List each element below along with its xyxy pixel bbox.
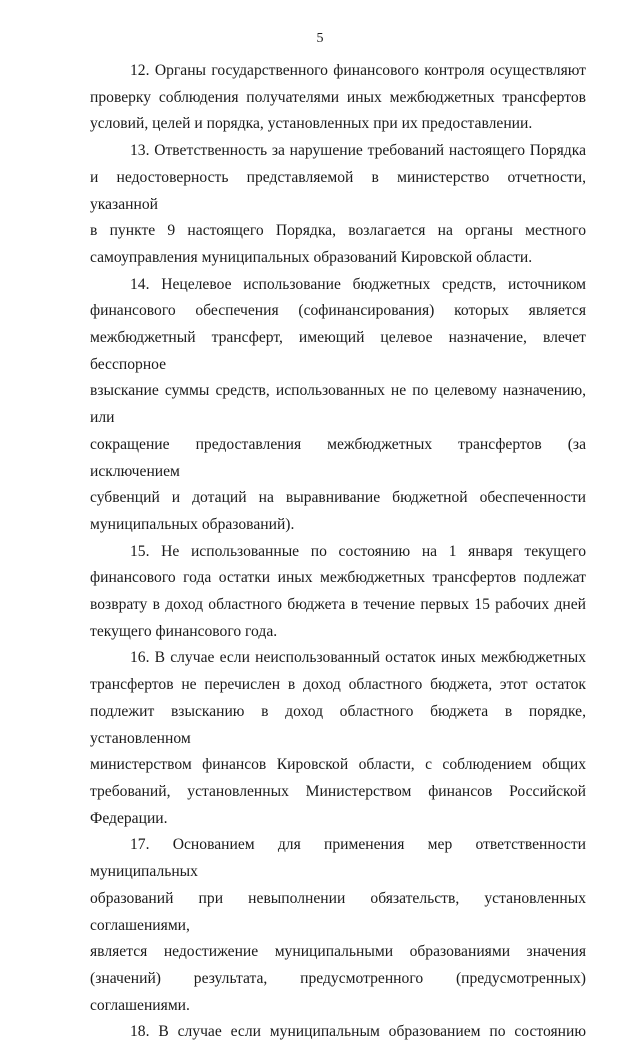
paragraph-line: взыскание суммы средств, использованных не по целевому назначению, или: [90, 382, 586, 427]
paragraph-line: (значений) результата, предусмотренного (предусмотренных) соглашениями.: [90, 969, 586, 1014]
paragraph-line: министерством финансов Кировской области, с соблюдением общих: [90, 756, 586, 774]
paragraph-line: 16. В случае если неиспользованный остаток иных межбюджетных: [130, 649, 586, 667]
paragraph-line: требований, установленных Министерством финансов Российской: [90, 782, 586, 800]
paragraph-17: [90, 832, 586, 1019]
paragraph-line: возврату в доход областного бюджета в течение первых 15 рабочих дней: [90, 596, 586, 614]
document-body: [90, 58, 586, 1046]
paragraph-18: [90, 1019, 586, 1046]
paragraph-line: сокращение предоставления межбюджетных трансфертов (за исключением: [90, 435, 586, 480]
paragraph-12: [90, 58, 586, 138]
paragraph-line: образований при невыполнении обязательств, установленных соглашениями,: [90, 889, 586, 934]
paragraph-line: самоуправления муниципальных образований Кировской области.: [90, 248, 533, 266]
paragraph-15: [90, 539, 586, 646]
paragraph-line: 18. В случае если муниципальным образованием по состоянию: [130, 1023, 586, 1041]
paragraph-line: текущего финансового года.: [90, 622, 278, 640]
paragraph-line: финансового обеспечения (софинансирования) которых является: [90, 302, 586, 320]
paragraph-line: проверку соблюдения получателями иных межбюджетных трансфертов: [90, 88, 586, 106]
paragraph-line: и недостоверность представляемой в министерство отчетности, указанной: [90, 168, 586, 213]
paragraph-14: [90, 272, 586, 539]
paragraph-line: подлежит взысканию в доход областного бюджета в порядке, установленном: [90, 702, 586, 747]
paragraph-line: трансфертов не перечислен в доход областного бюджета, этот остаток: [90, 676, 586, 694]
paragraph-line: субвенций и дотаций на выравнивание бюджетной обеспеченности: [90, 489, 586, 507]
paragraph-line: 15. Не использованные по состоянию на 1 января текущего: [130, 542, 586, 560]
paragraph-line: межбюджетный трансферт, имеющий целевое назначение, влечет бесспорное: [90, 329, 586, 373]
paragraph-line: 12. Органы государственного финансового контроля осуществляют: [130, 62, 586, 79]
paragraph-13: [90, 138, 586, 272]
paragraph-line: 13. Ответственность за нарушение требований настоящего Порядка: [130, 142, 586, 160]
paragraph-line: финансового года остатки иных межбюджетных трансфертов подлежат: [90, 569, 586, 587]
page-number: 5: [316, 31, 324, 46]
paragraph-line: муниципальных образований).: [90, 515, 295, 533]
paragraph-line: в пункте 9 настоящего Порядка, возлагается на органы местного: [90, 222, 586, 240]
paragraph-line: 17. Основанием для применения мер ответственности муниципальных: [90, 836, 586, 881]
paragraph-line: является недостижение муниципальными образованиями значения: [90, 943, 586, 961]
paragraph-line: 14. Нецелевое использование бюджетных средств, источником: [130, 275, 586, 293]
paragraph-line: Федерации.: [90, 809, 168, 827]
paragraph-line: условий, целей и порядка, установленных при их предоставлении.: [90, 115, 533, 133]
paragraph-16: [90, 645, 586, 832]
